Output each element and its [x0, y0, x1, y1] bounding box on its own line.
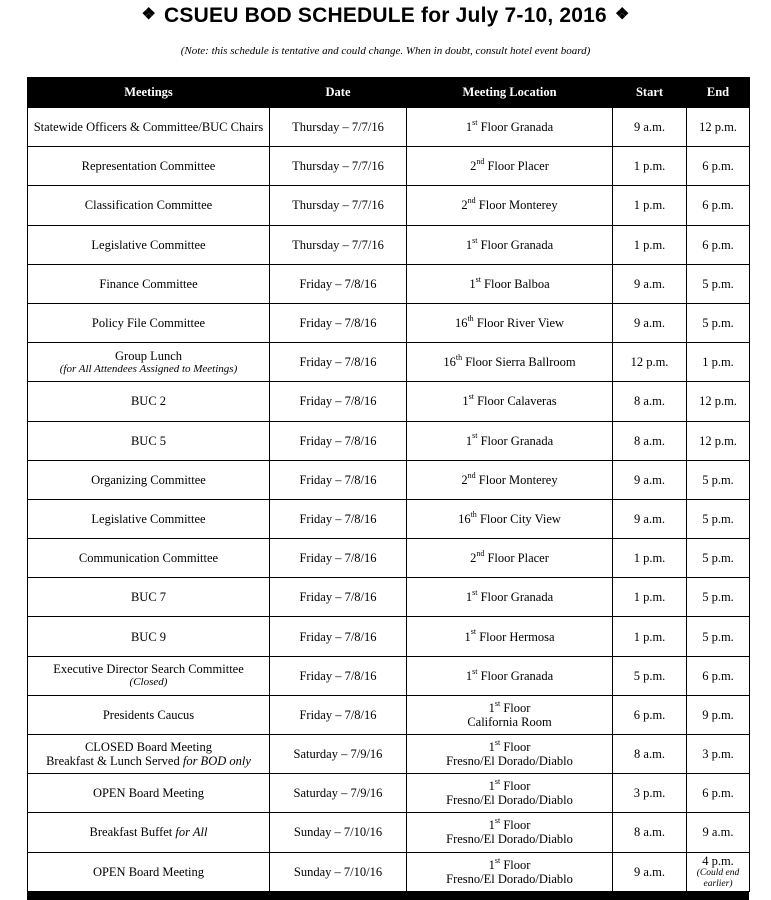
- date-cell: Friday – 7/8/16: [270, 264, 407, 303]
- floor-suffix: st: [472, 235, 478, 245]
- location-name: Floor Placer: [487, 159, 549, 174]
- end-cell: [687, 421, 750, 460]
- meeting-name: Executive Director Search Committee: [53, 662, 244, 677]
- meeting-name: BUC 2: [130, 394, 167, 409]
- start-cell: 9 a.m.: [613, 108, 687, 147]
- floor-suffix: st: [472, 666, 478, 676]
- start-cell: 1 p.m.: [613, 539, 687, 578]
- end-time: 5 p.m.: [702, 551, 734, 566]
- date-cell: Friday – 7/8/16: [270, 382, 407, 421]
- table-row: [28, 735, 750, 774]
- date-cell: Friday – 7/8/16: [270, 656, 407, 695]
- location-name: Floor: [503, 818, 531, 833]
- location-cell: [407, 147, 613, 186]
- meeting-cell: [28, 303, 270, 342]
- header-meetings: Meetings: [28, 78, 270, 108]
- table-row: [28, 656, 750, 695]
- table-row: [28, 382, 750, 421]
- meeting-name: Group Lunch: [115, 348, 182, 363]
- end-cell: [687, 460, 750, 499]
- location-name: Floor: [503, 740, 531, 755]
- location-name: Floor Hermosa: [479, 629, 555, 644]
- floor-number: 1: [488, 700, 495, 715]
- meeting-cell: [28, 108, 270, 147]
- start-cell: 9 a.m.: [613, 303, 687, 342]
- start-cell: 1 p.m.: [613, 225, 687, 264]
- date-cell: Sunday – 7/10/16: [270, 813, 407, 852]
- end-time: 6 p.m.: [702, 198, 734, 213]
- floor-number: 1: [488, 857, 495, 872]
- ornament-icon: ❖: [614, 6, 630, 24]
- end-cell: [687, 382, 750, 421]
- table-row: [28, 578, 750, 617]
- table-row: [28, 852, 750, 891]
- floor-number: 2: [470, 551, 477, 566]
- location-cell: [407, 343, 613, 382]
- schedule-note: (Note: this schedule is tentative and could change. When in doubt, consult hotel event board): [180, 45, 591, 57]
- date-cell: Friday – 7/8/16: [270, 421, 407, 460]
- date-cell: Friday – 7/8/16: [270, 695, 407, 734]
- date-cell: Thursday – 7/7/16: [270, 186, 407, 225]
- start-cell: 12 p.m.: [613, 343, 687, 382]
- location-cell: [407, 813, 613, 852]
- location-cell: [407, 303, 613, 342]
- floor-number: 2: [461, 198, 468, 213]
- end-cell: [687, 539, 750, 578]
- end-cell: [687, 695, 750, 734]
- start-cell: 5 p.m.: [613, 656, 687, 695]
- floor-number: 16: [458, 511, 471, 526]
- end-cell: [687, 852, 750, 891]
- location-cell: [407, 225, 613, 264]
- table-row: [28, 460, 750, 499]
- date-cell: Thursday – 7/7/16: [270, 225, 407, 264]
- location-room: Fresno/El Dorado/Diablo: [446, 832, 573, 847]
- meeting-cell: [28, 578, 270, 617]
- meeting-tail: for All: [175, 825, 208, 840]
- meeting-name: Statewide Officers & Committee/BUC Chairs: [33, 120, 264, 135]
- end-time: 1 p.m.: [702, 355, 734, 370]
- end-cell: [687, 186, 750, 225]
- floor-number: 1: [469, 276, 476, 291]
- location-cell: [407, 264, 613, 303]
- table-row: [28, 225, 750, 264]
- table-row: [28, 343, 750, 382]
- end-time: 4 p.m.: [702, 853, 734, 868]
- floor-suffix: nd: [476, 549, 485, 558]
- floor-number: 2: [461, 472, 468, 487]
- location-room: California Room: [467, 714, 552, 729]
- meeting-cell: [28, 735, 270, 774]
- location-name: Floor Placer: [487, 551, 549, 566]
- date-cell: Sunday – 7/10/16: [270, 852, 407, 891]
- floor-suffix: st: [494, 698, 501, 708]
- location-name: Floor Monterey: [478, 472, 558, 487]
- location-cell: [407, 539, 613, 578]
- end-cell: [687, 774, 750, 813]
- end-cell: [687, 735, 750, 774]
- floor-number: 16: [443, 355, 456, 370]
- location-name: Floor: [503, 779, 531, 794]
- end-cell: [687, 264, 750, 303]
- location-cell: [407, 735, 613, 774]
- start-cell: 8 a.m.: [613, 382, 687, 421]
- bottom-border: [27, 891, 749, 900]
- meeting-cell: [28, 617, 270, 656]
- floor-number: 1: [488, 740, 495, 755]
- floor-suffix: nd: [467, 470, 476, 480]
- table-row: [28, 774, 750, 813]
- page-title: [0, 4, 771, 28]
- start-cell: 9 a.m.: [613, 264, 687, 303]
- location-cell: [407, 460, 613, 499]
- end-cell: [687, 303, 750, 342]
- floor-suffix: st: [494, 816, 501, 826]
- meeting-cell: [28, 264, 270, 303]
- floor-suffix: st: [472, 588, 478, 598]
- meeting-tail: for BOD only: [182, 754, 251, 769]
- meeting-name: Policy File Committee: [91, 316, 206, 331]
- meeting-name: Classification Committee: [84, 198, 213, 213]
- end-cell: [687, 656, 750, 695]
- date-cell: Saturday – 7/9/16: [270, 774, 407, 813]
- location-cell: [407, 108, 613, 147]
- end-time: 5 p.m.: [702, 511, 734, 526]
- end-time: 9 p.m.: [702, 707, 734, 722]
- end-time: 12 p.m.: [699, 120, 737, 135]
- meeting-name: Communication Committee: [78, 551, 219, 566]
- start-cell: 1 p.m.: [613, 147, 687, 186]
- date-cell: Thursday – 7/7/16: [270, 147, 407, 186]
- location-cell: [407, 499, 613, 538]
- location-cell: [407, 186, 613, 225]
- floor-number: 1: [462, 394, 469, 409]
- start-cell: 1 p.m.: [613, 186, 687, 225]
- meeting-name: CLOSED Board Meeting: [84, 740, 213, 755]
- floor-number: 1: [465, 590, 473, 605]
- location-name: Floor Granada: [480, 237, 554, 252]
- floor-suffix: nd: [467, 196, 476, 206]
- meeting-name: Breakfast Buffet: [89, 825, 176, 840]
- location-cell: [407, 617, 613, 656]
- meeting-name: Organizing Committee: [91, 472, 206, 487]
- meeting-cell: [28, 499, 270, 538]
- floor-number: 1: [488, 779, 495, 794]
- end-time: 9 a.m.: [702, 825, 734, 840]
- location-name: Floor River View: [476, 316, 565, 331]
- end-note: (Could end earlier): [696, 867, 740, 889]
- table-row: [28, 186, 750, 225]
- start-cell: 8 a.m.: [613, 735, 687, 774]
- end-cell: [687, 108, 750, 147]
- start-cell: 6 p.m.: [613, 695, 687, 734]
- table-row: [28, 108, 750, 147]
- end-time: 5 p.m.: [702, 472, 734, 487]
- end-time: 5 p.m.: [702, 590, 734, 605]
- floor-number: 1: [465, 120, 473, 135]
- location-name: Floor Granada: [480, 668, 554, 683]
- floor-suffix: st: [472, 431, 478, 441]
- floor-suffix: st: [494, 737, 501, 747]
- meeting-cell: [28, 539, 270, 578]
- floor-number: 1: [465, 237, 473, 252]
- meeting-name: BUC 9: [130, 629, 167, 644]
- schedule-body: [28, 108, 750, 892]
- location-room: Fresno/El Dorado/Diablo: [446, 793, 573, 808]
- location-room: Fresno/El Dorado/Diablo: [446, 754, 573, 769]
- location-name: Floor Monterey: [478, 198, 558, 213]
- table-row: [28, 421, 750, 460]
- table-row: [28, 147, 750, 186]
- meeting-cell: [28, 186, 270, 225]
- location-cell: [407, 421, 613, 460]
- table-row: [28, 499, 750, 538]
- end-time: 6 p.m.: [702, 237, 734, 252]
- date-cell: Friday – 7/8/16: [270, 460, 407, 499]
- meeting-name: Presidents Caucus: [102, 707, 195, 722]
- date-cell: Friday – 7/8/16: [270, 539, 407, 578]
- floor-number: 1: [465, 433, 473, 448]
- location-cell: [407, 852, 613, 891]
- location-cell: [407, 578, 613, 617]
- location-name: Floor: [503, 700, 531, 715]
- table-row: [28, 617, 750, 656]
- location-cell: [407, 382, 613, 421]
- end-time: 12 p.m.: [699, 433, 737, 448]
- floor-number: 16: [454, 316, 468, 331]
- date-cell: Saturday – 7/9/16: [270, 735, 407, 774]
- location-name: Floor Balboa: [484, 276, 550, 291]
- header-start: Start: [613, 78, 687, 108]
- meeting-cell: [28, 382, 270, 421]
- end-cell: [687, 813, 750, 852]
- end-time: 5 p.m.: [702, 316, 734, 331]
- floor-number: 1: [464, 629, 471, 644]
- start-cell: 1 p.m.: [613, 578, 687, 617]
- location-room: Fresno/El Dorado/Diablo: [446, 871, 573, 886]
- end-time: 3 p.m.: [702, 747, 734, 762]
- floor-suffix: st: [494, 777, 501, 787]
- meeting-name: Finance Committee: [99, 276, 198, 291]
- end-cell: [687, 147, 750, 186]
- meeting-subtitle: (for All Attendees Assigned to Meetings): [59, 362, 238, 375]
- table-row: [28, 264, 750, 303]
- meeting-line2: Breakfast & Lunch Served: [46, 754, 183, 769]
- floor-number: 2: [470, 159, 477, 174]
- end-time: 6 p.m.: [702, 786, 734, 801]
- ornament-icon: ❖: [141, 6, 157, 24]
- date-cell: Friday – 7/8/16: [270, 303, 407, 342]
- meeting-name: Legislative Committee: [91, 511, 206, 526]
- meeting-name: OPEN Board Meeting: [92, 864, 205, 879]
- end-time: 5 p.m.: [702, 276, 734, 291]
- header-end: End: [687, 78, 750, 108]
- floor-number: 1: [488, 818, 495, 833]
- title-text: CSUEU BOD SCHEDULE for July 7-10, 2016: [164, 4, 607, 27]
- meeting-cell: [28, 421, 270, 460]
- date-cell: Thursday – 7/7/16: [270, 108, 407, 147]
- floor-number: 1: [465, 668, 473, 683]
- meeting-cell: [28, 225, 270, 264]
- end-time: 12 p.m.: [699, 394, 737, 409]
- end-time: 5 p.m.: [702, 629, 734, 644]
- meeting-name: Legislative Committee: [91, 237, 206, 252]
- end-time: 6 p.m.: [702, 159, 734, 174]
- location-name: Floor Granada: [480, 590, 554, 605]
- schedule-table: [27, 77, 750, 892]
- end-cell: [687, 343, 750, 382]
- floor-suffix: st: [472, 117, 478, 127]
- meeting-cell: [28, 460, 270, 499]
- floor-suffix: th: [455, 353, 463, 363]
- meeting-name: Representation Committee: [81, 159, 216, 174]
- meeting-cell: [28, 852, 270, 891]
- location-cell: [407, 774, 613, 813]
- date-cell: Friday – 7/8/16: [270, 617, 407, 656]
- meeting-name: OPEN Board Meeting: [92, 786, 205, 801]
- header-row: [28, 78, 750, 108]
- start-cell: 9 a.m.: [613, 852, 687, 891]
- location-cell: [407, 656, 613, 695]
- floor-suffix: st: [475, 274, 481, 284]
- meeting-cell: [28, 813, 270, 852]
- date-cell: Friday – 7/8/16: [270, 343, 407, 382]
- end-cell: [687, 578, 750, 617]
- location-name: Floor Sierra Ballroom: [465, 355, 576, 370]
- start-cell: 9 a.m.: [613, 499, 687, 538]
- location-name: Floor City View: [479, 511, 561, 526]
- start-cell: 3 p.m.: [613, 774, 687, 813]
- start-cell: 9 a.m.: [613, 460, 687, 499]
- floor-suffix: th: [470, 509, 477, 519]
- floor-suffix: nd: [476, 157, 485, 167]
- end-cell: [687, 617, 750, 656]
- meeting-cell: [28, 147, 270, 186]
- meeting-cell: [28, 656, 270, 695]
- table-row: [28, 813, 750, 852]
- date-cell: Friday – 7/8/16: [270, 499, 407, 538]
- meeting-cell: [28, 343, 270, 382]
- meeting-name: BUC 7: [130, 590, 167, 605]
- location-name: Floor: [503, 857, 531, 872]
- meeting-name: BUC 5: [130, 433, 167, 448]
- end-cell: [687, 225, 750, 264]
- meeting-cell: [28, 774, 270, 813]
- start-cell: 8 a.m.: [613, 421, 687, 460]
- location-name: Floor Calaveras: [477, 394, 557, 409]
- start-cell: 8 a.m.: [613, 813, 687, 852]
- location-name: Floor Granada: [480, 120, 554, 135]
- floor-suffix: st: [468, 392, 474, 402]
- floor-suffix: th: [467, 313, 474, 323]
- header-location: Meeting Location: [407, 78, 613, 108]
- date-cell: Friday – 7/8/16: [270, 578, 407, 617]
- meeting-subtitle: (Closed): [129, 676, 168, 689]
- header-date: Date: [270, 78, 407, 108]
- table-row: [28, 695, 750, 734]
- location-name: Floor Granada: [480, 433, 554, 448]
- end-time: 6 p.m.: [702, 668, 734, 683]
- floor-suffix: st: [470, 627, 477, 637]
- table-row: [28, 539, 750, 578]
- end-cell: [687, 499, 750, 538]
- start-cell: 1 p.m.: [613, 617, 687, 656]
- location-cell: [407, 695, 613, 734]
- floor-suffix: st: [494, 855, 501, 865]
- table-row: [28, 303, 750, 342]
- meeting-cell: [28, 695, 270, 734]
